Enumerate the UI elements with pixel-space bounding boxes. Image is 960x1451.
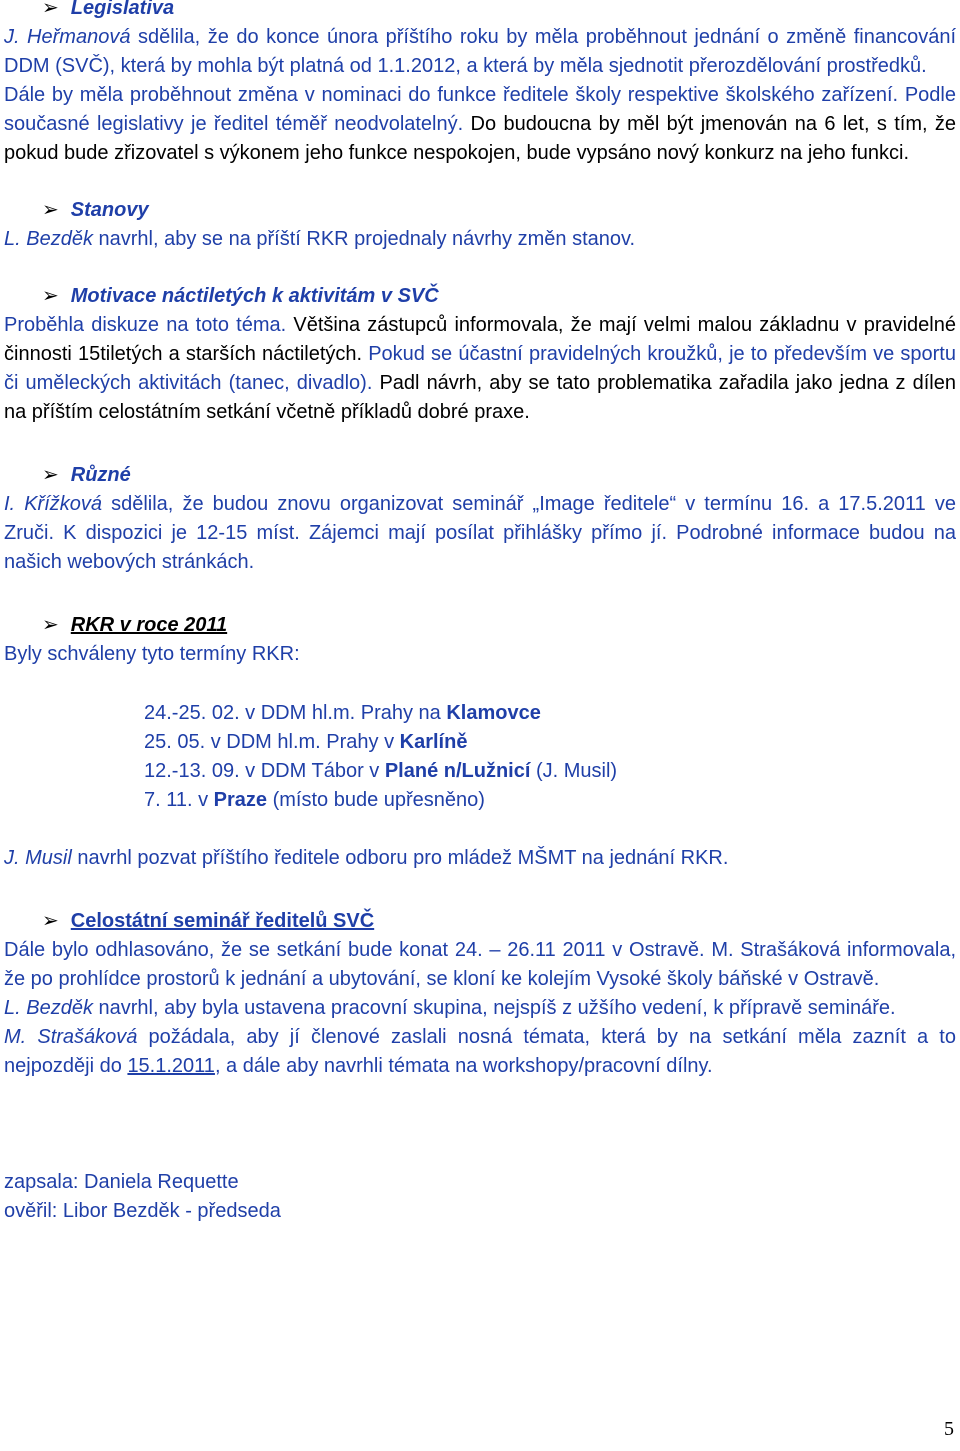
heading-text: Celostátní seminář ředitelů SVČ [70,910,375,932]
heading-stanovy [42,196,956,225]
arrow-bullet-icon: ➢ [42,285,59,307]
person-name: L. Bezděk [4,228,93,250]
heading-text: Různé [70,464,131,486]
arrow-bullet-icon: ➢ [42,464,59,486]
paragraph-legislativa-2 [4,81,956,168]
arrow-bullet-icon: ➢ [42,614,59,636]
paragraph-text: navrhl, aby byla ustavena pracovní skupina, nejspíš z užšího vedení, k přípravě semináře. [92,997,896,1019]
paragraph-motivace [4,311,956,427]
paragraph-legislativa-1 [4,23,956,81]
rkr-schedule-list [144,699,956,815]
heading-motivace [42,282,956,311]
document-page [4,0,956,1226]
schedule-item: 12.-13. 09. v DDM Tábor v Plané n/Lužnicí (J. Musil) [144,760,618,782]
schedule-place: Klamovce [446,702,541,724]
paragraph-text: sdělila, že budou znovu organizovat seminář „Image ředitele“ v termínu 16. a 17.5.2011 ve Zruči. K dispozici je 12-15 míst. Zájemci mají posílat přihlášky přímo jí. Podrobné informace budou na našich webových stránkách. [4,493,956,573]
heading-seminar [42,907,956,936]
person-name: M. Strašáková [4,1026,138,1048]
arrow-bullet-icon: ➢ [42,910,59,932]
paragraph-text: Padl návrh, aby se tato problematika zařadila jako jedna z dílen na příštím celostátním setkání včetně příkladů dobré praxe. [4,372,956,423]
arrow-bullet-icon: ➢ [42,0,59,19]
heading-text: Motivace náctiletých k aktivitám v SVČ [70,285,439,307]
footer-zapsala: zapsala: Daniela Requette [4,1171,239,1193]
paragraph-rkr-intro: Byly schváleny tyto termíny RKR: [4,643,300,665]
paragraph-seminar-1: Dále bylo odhlasováno, že se setkání bude konat 24. – 26.11 2011 v Ostravě. M. Strašáková informovala, že po prohlídce prostorů k jednání a ubytování, se kloní ke kolejím Vysoké školy báňské v Ostravě. [4,939,956,990]
person-name: J. Musil [4,847,72,869]
page-number: 5 [944,1418,954,1440]
paragraph-text: navrhl pozvat příštího ředitele odboru pro mládež MŠMT na jednání RKR. [71,847,729,869]
paragraph-text: Dále by měla proběhnout změna v nominaci do funkce ředitele školy respektive školského zařízení. Podle současné legislativy je ředitel téměř neodvolatelný. [4,84,956,135]
paragraph-text: požádala, aby jí členové zaslali nosná témata, která by na setkání měla zaznít a to nejpozději do [4,1026,956,1077]
schedule-item: 25. 05. v DDM hl.m. Prahy v Karlíně [144,731,468,753]
schedule-place: Karlíně [399,731,468,753]
paragraph-stanovy [4,225,956,254]
paragraph-text: navrhl, aby se na příští RKR projednaly návrhy změn stanov. [92,228,636,250]
paragraph-text: Pokud se účastní pravidelných kroužků, je to především ve sportu či uměleckých aktivitách (tanec, divadlo). [4,343,956,394]
heading-text: Stanovy [70,199,149,221]
person-name: L. Bezděk [4,997,93,1019]
arrow-bullet-icon: ➢ [42,199,59,221]
schedule-place: Plané n/Lužnicí [384,760,531,782]
paragraph-ruzne [4,490,956,577]
heading-text: RKR v roce 2011 [70,614,228,636]
heading-rkr [42,611,956,640]
schedule-item: 24.-25. 02. v DDM hl.m. Prahy na Klamovce [144,702,541,724]
paragraph-text: Do budoucna by měl být jmenován na 6 let, s tím, že pokud bude zřizovatel s výkonem jeho funkce nespokojen, bude vypsáno nový konkurz na jeho funkci. [4,113,956,164]
deadline-date: 15.1.2011 [127,1055,215,1077]
paragraph-text: sdělila, že do konce února příštího roku by měla proběhnout jednání o změně financování DDM (SVČ), která by mohla být platná od 1.1.2012, a která by měla sjednotit přerozdělování prostředků. [4,26,957,77]
heading-legislativa [42,0,956,23]
paragraph-rkr-musil [4,844,956,873]
paragraph-text: Většina zástupců informovala, že mají velmi malou základnu v pravidelné činnosti 15tiletých a starších náctiletých. [4,314,956,365]
paragraph-text: Proběhla diskuze na toto téma. [4,314,287,336]
paragraph-seminar-3 [4,1023,956,1081]
schedule-place: Praze [213,789,268,811]
paragraph-seminar-2 [4,994,956,1023]
person-name: I. Křížková [4,493,103,515]
paragraph-text: , a dále aby navrhli témata na workshopy/pracovní dílny. [214,1055,713,1077]
person-name: J. Heřmanová [4,26,131,48]
heading-text: Legislativa [70,0,175,19]
footer-overil: ověřil: Libor Bezděk - předseda [4,1200,281,1222]
heading-ruzne [42,461,956,490]
schedule-item: 7. 11. v Praze (místo bude upřesněno) [144,789,485,811]
